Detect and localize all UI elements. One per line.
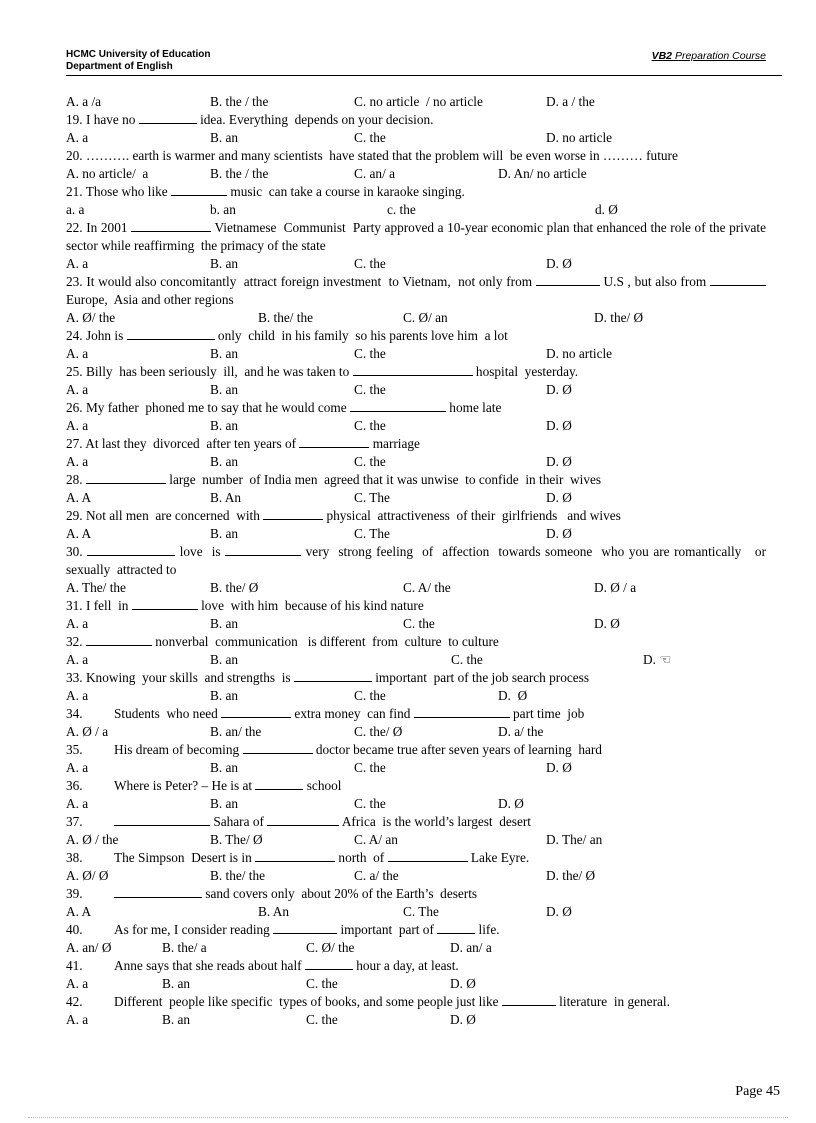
question <box>66 507 766 525</box>
answer-options <box>66 489 766 507</box>
department-name: Department of English <box>66 61 173 72</box>
answer-blank <box>414 705 510 718</box>
question <box>66 741 766 759</box>
question-number: 31. <box>66 598 83 613</box>
option-d: D. no article <box>546 346 613 361</box>
answer-options <box>66 579 766 597</box>
option-d: D. Ø <box>498 688 528 703</box>
question-number: 19. <box>66 112 83 127</box>
question <box>66 219 770 255</box>
question-number: 29. <box>66 508 83 523</box>
question-text: The Simpson Desert is in <box>114 850 256 865</box>
option-b: B. the/ a <box>162 940 207 955</box>
question-text: I have no <box>85 112 139 127</box>
option-b: B. an <box>210 130 239 145</box>
option-b: B. an <box>162 1012 191 1027</box>
option-a: A. a <box>66 1012 89 1027</box>
question-number: 22. <box>66 220 83 235</box>
option-d: D. an/ a <box>450 940 492 955</box>
option-a: A. a <box>66 616 89 631</box>
course-name: Preparation Course <box>672 50 766 62</box>
question-text: home late <box>445 400 502 415</box>
option-a: A. Ø/ Ø <box>66 868 109 883</box>
question-text: important part of the job search process <box>371 670 590 685</box>
answer-blank <box>294 669 372 682</box>
option-c: C. the <box>354 346 386 361</box>
answer-options <box>66 453 766 471</box>
answer-blank <box>305 957 353 970</box>
option-a: A. a <box>66 976 89 991</box>
question-number: 36. <box>66 778 83 793</box>
option-d: D. Ø <box>546 256 572 271</box>
question-text: doctor became true after seven years of learning hard <box>312 742 602 757</box>
answer-blank <box>114 813 210 826</box>
option-c: C. no article / no article <box>354 94 483 109</box>
answer-options <box>66 165 766 183</box>
option-c: C. the <box>306 976 338 991</box>
option-b: B. an <box>162 976 191 991</box>
option-d: d. Ø <box>595 202 618 217</box>
question-text: I fell in <box>85 598 132 613</box>
question <box>66 885 766 903</box>
option-a: A. an/ Ø <box>66 940 112 955</box>
question-text: Europe, Asia and other regions <box>66 274 770 307</box>
answer-options <box>66 723 766 741</box>
answer-blank <box>139 111 197 124</box>
question <box>66 543 770 579</box>
question-text: ………. earth is warmer and many scientists have stated that the problem will be even worse in ……… future <box>85 148 678 163</box>
question-text: nonverbal communication is different from culture to culture <box>151 634 499 649</box>
question-text: idea. Everything depends on your decision. <box>196 112 434 127</box>
option-d: D. a/ the <box>498 724 544 739</box>
question-text: Vietnamese Communist Party approved a 10-year economic plan that enhanced the role of the private sector while reaffirming the primacy of the state <box>66 220 770 253</box>
option-c: C. the <box>354 760 386 775</box>
question-text: very strong feeling of affection towards someone who you are romantically or sexually attracted to <box>66 544 770 577</box>
option-a: A. a <box>66 688 89 703</box>
option-a: A. no article/ a <box>66 166 149 181</box>
option-c: C. the <box>354 382 386 397</box>
answer-options <box>66 759 766 777</box>
question-text: sand covers only about 20% of the Earth’s deserts <box>202 886 478 901</box>
answer-blank <box>225 543 301 556</box>
option-d: D. An/ no article <box>498 166 587 181</box>
option-b: B. An <box>258 904 290 919</box>
answer-blank <box>127 327 215 340</box>
question-number: 30. <box>66 544 83 559</box>
answer-options <box>66 525 766 543</box>
option-d: D. Ø <box>498 796 524 811</box>
question-number: 42. <box>66 994 83 1009</box>
option-c: C. the <box>354 130 386 145</box>
option-d: D. Ø <box>546 490 572 505</box>
question-number: 35. <box>66 742 83 757</box>
question-text: At last they divorced after ten years of <box>85 436 300 451</box>
question-text: Anne says that she reads about half <box>114 958 305 973</box>
answer-options <box>66 201 766 219</box>
question <box>66 669 766 687</box>
answer-options <box>66 255 766 273</box>
option-a: A. a <box>66 796 89 811</box>
question <box>66 183 766 201</box>
question-text: hour a day, at least. <box>352 958 459 973</box>
exercise-list <box>66 93 770 1029</box>
course-title <box>652 50 766 62</box>
option-a: A. a <box>66 256 89 271</box>
question-text: It would also concomitantly attract foreign investment to Vietnam, not only from <box>86 274 536 289</box>
question-text: Lake Eyre. <box>467 850 530 865</box>
question-text: Billy has been seriously ill, and he was taken to <box>85 364 353 379</box>
question-text: U.S , but also from <box>599 274 710 289</box>
answer-blank <box>114 885 202 898</box>
option-c: C. The <box>354 490 390 505</box>
question <box>66 957 766 975</box>
option-a: A. a <box>66 652 89 667</box>
question <box>66 471 766 489</box>
question-text: Knowing your skills and strengths is <box>85 670 294 685</box>
option-c: C. the <box>354 454 386 469</box>
option-b: B. the / the <box>210 166 269 181</box>
option-b: B. the / the <box>210 94 269 109</box>
question-number: 38. <box>66 850 83 865</box>
option-d: D. Ø <box>450 976 476 991</box>
question <box>66 363 766 381</box>
option-d: D. Ø <box>546 760 572 775</box>
option-c: C. the/ Ø <box>354 724 403 739</box>
answer-blank <box>273 921 337 934</box>
question-number: 23. <box>66 274 83 289</box>
answer-options <box>66 831 766 849</box>
question <box>66 813 766 831</box>
option-a: A. a <box>66 346 89 361</box>
option-d: D. Ø <box>546 526 572 541</box>
option-b: B. the/ the <box>258 310 314 325</box>
option-c: C. the <box>354 256 386 271</box>
course-code: VB2 <box>651 50 673 62</box>
page-header <box>66 49 782 76</box>
option-a: A. Ø/ the <box>66 310 116 325</box>
option-a: a. a <box>66 202 85 217</box>
answer-blank <box>263 507 323 520</box>
option-b: B. an <box>210 688 239 703</box>
option-b: b. an <box>210 202 236 217</box>
footer-divider <box>28 1117 788 1118</box>
answer-options <box>66 687 766 705</box>
option-b: B. an <box>210 652 239 667</box>
question-number: 20. <box>66 148 83 163</box>
option-c: C. an/ a <box>354 166 395 181</box>
question-text: Not all men are concerned with <box>85 508 264 523</box>
question-text: love is <box>175 544 226 559</box>
option-d: D. Ø / a <box>594 580 637 595</box>
answer-options <box>66 795 766 813</box>
question-number: 27. <box>66 436 83 451</box>
question-text: large number of India men agreed that it was unwise to confide in their wives <box>165 472 602 487</box>
option-a: A. a <box>66 130 89 145</box>
answer-blank <box>171 183 227 196</box>
question <box>66 777 766 795</box>
option-b: B. an <box>210 256 239 271</box>
option-c: C. the <box>403 616 435 631</box>
option-c: C. The <box>354 526 390 541</box>
question-text: Africa is the world’s largest desert <box>339 814 532 829</box>
answer-blank <box>132 597 198 610</box>
question-text: important part of <box>337 922 438 937</box>
option-d: D. Ø <box>594 616 620 631</box>
answer-options <box>66 975 766 993</box>
option-a: A. Ø / the <box>66 832 119 847</box>
option-b: B. an <box>210 418 239 433</box>
option-b: B. an/ the <box>210 724 262 739</box>
answer-blank <box>221 705 291 718</box>
question-text: Students who need <box>114 706 222 721</box>
option-b: B. the/ Ø <box>210 580 259 595</box>
option-c: c. the <box>387 202 416 217</box>
answer-options <box>66 1011 766 1029</box>
question-number: 37. <box>66 814 83 829</box>
question-text: literature in general. <box>555 994 670 1009</box>
question <box>66 111 766 129</box>
question <box>66 327 766 345</box>
option-c: C. a/ the <box>354 868 399 883</box>
question-text: John is <box>85 328 127 343</box>
answer-blank <box>255 849 335 862</box>
answer-options <box>66 129 766 147</box>
option-a: A. a <box>66 454 89 469</box>
option-c: C. the <box>354 688 386 703</box>
option-b: B. The/ Ø <box>210 832 263 847</box>
question <box>66 147 766 165</box>
answer-options <box>66 93 766 111</box>
answer-options <box>66 345 766 363</box>
question-text: His dream of becoming <box>114 742 243 757</box>
question-text: marriage <box>369 436 420 451</box>
question-text: life. <box>475 922 500 937</box>
option-d: D. no article <box>546 130 613 145</box>
page-number: Page 45 <box>735 1084 780 1099</box>
option-a: A. a <box>66 418 89 433</box>
option-a: A. a /a <box>66 94 102 109</box>
option-c: C. A/ the <box>403 580 451 595</box>
option-a: A. A <box>66 904 92 919</box>
question-number: 33. <box>66 670 83 685</box>
question-text: Where is Peter? – He is at <box>114 778 256 793</box>
question-number: 26. <box>66 400 83 415</box>
option-b: B. An <box>210 490 242 505</box>
question-number: 34. <box>66 706 83 721</box>
answer-blank <box>131 219 211 232</box>
question <box>66 273 770 309</box>
answer-blank <box>86 633 152 646</box>
question <box>66 435 766 453</box>
question-number: 32. <box>66 634 83 649</box>
question-number: 41. <box>66 958 83 973</box>
option-a: A. The/ the <box>66 580 126 595</box>
answer-options <box>66 381 766 399</box>
option-c: C. the <box>354 796 386 811</box>
question <box>66 633 766 651</box>
option-a: A. A <box>66 526 92 541</box>
question <box>66 597 766 615</box>
question-text: love with him because of his kind nature <box>197 598 424 613</box>
answer-options <box>66 309 766 327</box>
option-b: B. an <box>210 760 239 775</box>
question-text: Different people like specific types of books, and some people just like <box>114 994 502 1009</box>
option-a: A. Ø / a <box>66 724 109 739</box>
question-text: school <box>303 778 342 793</box>
answer-options <box>66 867 766 885</box>
answer-blank <box>86 471 166 484</box>
question-text: only child in his family so his parents love him a lot <box>214 328 508 343</box>
question-number: 40. <box>66 922 83 937</box>
question-text: hospital yesterday. <box>472 364 579 379</box>
option-d: D. a / the <box>546 94 595 109</box>
option-b: B. an <box>210 454 239 469</box>
answer-blank <box>87 543 175 556</box>
option-d: D. The/ an <box>546 832 603 847</box>
question <box>66 993 766 1011</box>
option-d: D. Ø <box>546 904 572 919</box>
option-a: A. a <box>66 382 89 397</box>
option-d: D. Ø <box>546 418 572 433</box>
answer-options <box>66 651 766 669</box>
option-d: D. Ø <box>546 382 572 397</box>
option-d: D. Ø <box>546 454 572 469</box>
question-text: My father phoned me to say that he would come <box>85 400 350 415</box>
answer-options <box>66 903 766 921</box>
option-c: C. A/ an <box>354 832 398 847</box>
university-name: HCMC University of Education <box>66 49 211 60</box>
answer-blank <box>710 273 766 286</box>
question-text: As for me, I consider reading <box>114 922 274 937</box>
answer-blank <box>267 813 339 826</box>
question-text: north of <box>335 850 388 865</box>
answer-blank <box>299 435 369 448</box>
question <box>66 399 766 417</box>
question-text: part time job <box>509 706 585 721</box>
question-number: 24. <box>66 328 83 343</box>
question-number: 39. <box>66 886 83 901</box>
option-b: B. an <box>210 346 239 361</box>
question <box>66 849 766 867</box>
answer-blank <box>437 921 475 934</box>
question-number: 28. <box>66 472 83 487</box>
option-c: C. the <box>451 652 483 667</box>
answer-blank <box>353 363 473 376</box>
option-c: C. the <box>354 418 386 433</box>
option-c: C. Ø/ an <box>403 310 448 325</box>
option-d: D. the/ Ø <box>594 310 644 325</box>
answer-options <box>66 417 766 435</box>
option-a: A. A <box>66 490 92 505</box>
question-number: 25. <box>66 364 83 379</box>
answer-options <box>66 939 766 957</box>
question-text: Those who like <box>85 184 172 199</box>
option-d: D. the/ Ø <box>546 868 596 883</box>
question <box>66 705 766 723</box>
option-b: B. an <box>210 526 239 541</box>
option-c: C. the <box>306 1012 338 1027</box>
option-d: D. Ø <box>450 1012 476 1027</box>
question-text: Sahara of <box>210 814 268 829</box>
option-b: B. the/ the <box>210 868 266 883</box>
option-b: B. an <box>210 796 239 811</box>
answer-blank <box>536 273 600 286</box>
answer-blank <box>243 741 313 754</box>
answer-blank <box>388 849 468 862</box>
question-text: extra money can find <box>291 706 414 721</box>
question-number: 21. <box>66 184 83 199</box>
option-c: C. Ø/ the <box>306 940 355 955</box>
option-b: B. an <box>210 616 239 631</box>
question <box>66 921 766 939</box>
question-text: physical attractiveness of their girlfriends and wives <box>323 508 621 523</box>
question-text: In 2001 <box>86 220 132 235</box>
option-a: A. a <box>66 760 89 775</box>
question-text: music can take a course in karaoke singing. <box>227 184 465 199</box>
option-d: D. ☜ <box>643 652 672 667</box>
option-c: C. The <box>403 904 439 919</box>
answer-options <box>66 615 766 633</box>
answer-blank <box>350 399 446 412</box>
answer-blank <box>255 777 303 790</box>
answer-blank <box>502 993 556 1006</box>
option-b: B. an <box>210 382 239 397</box>
